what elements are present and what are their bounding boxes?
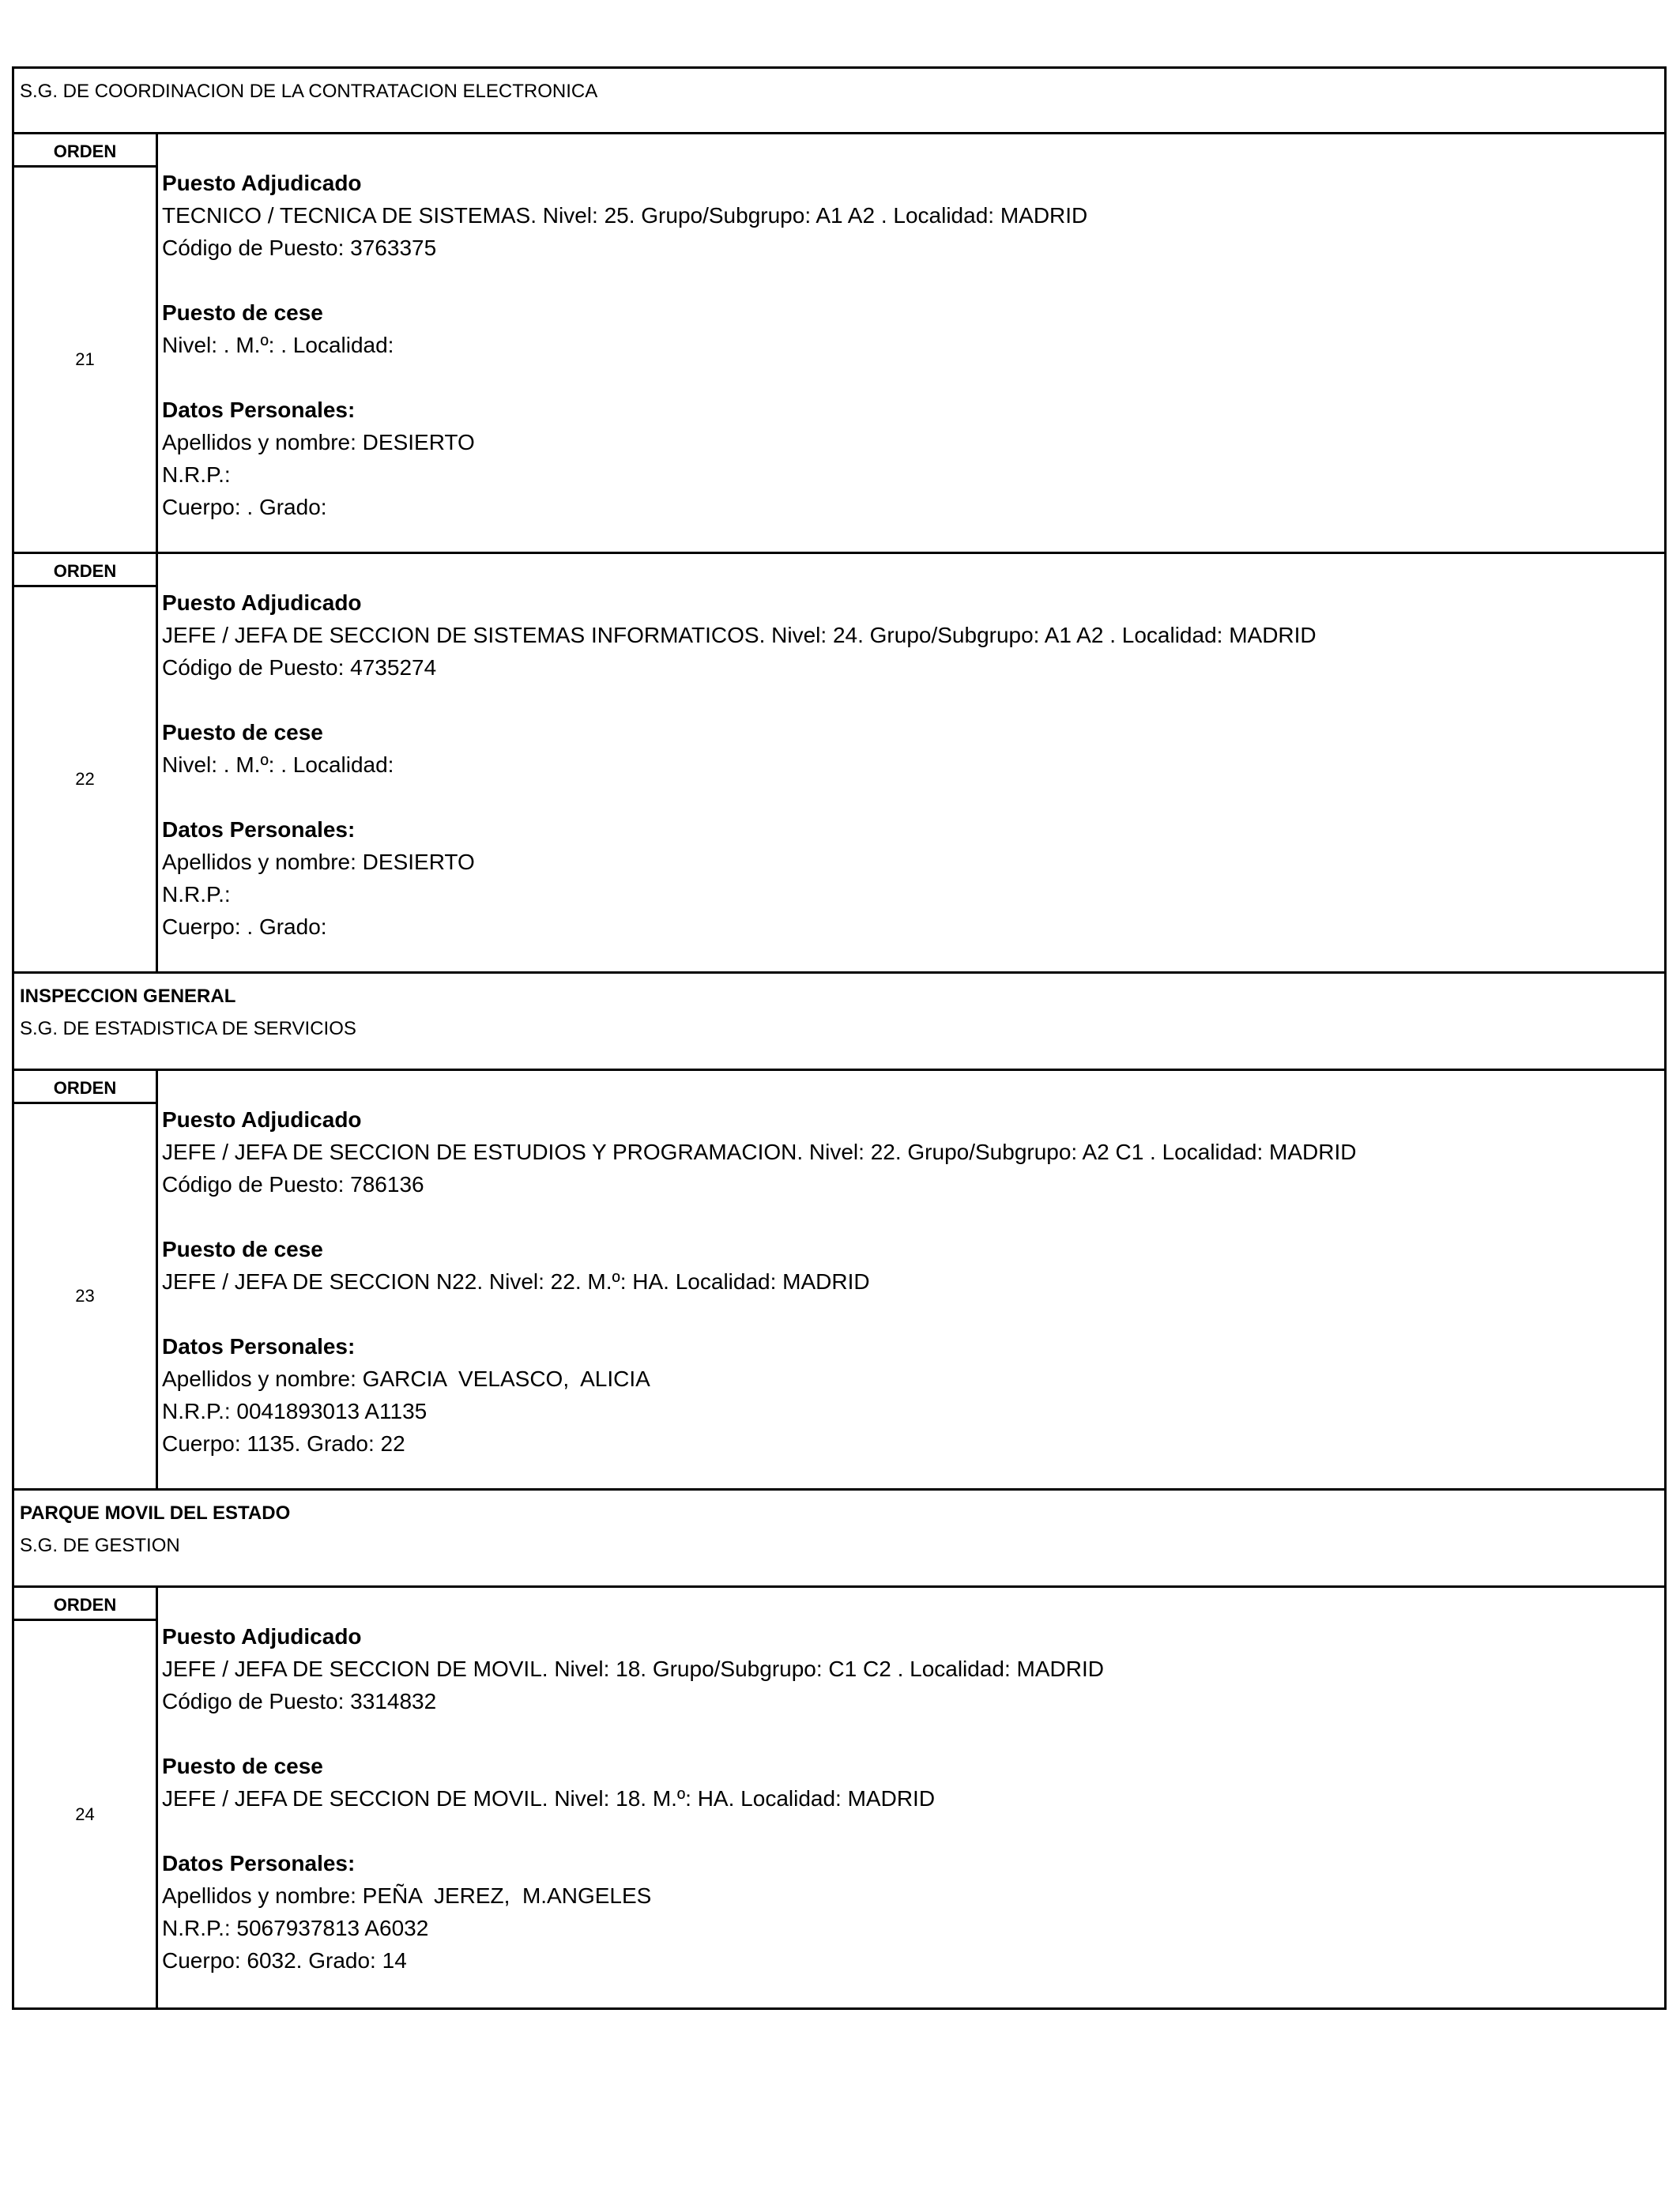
- puesto-adjudicado-text: JEFE / JEFA DE SECCION DE SISTEMAS INFORMATICOS. Nivel: 24. Grupo/Subgrupo: A1 A2 . Localidad: MADRID: [162, 623, 1317, 647]
- datos-personales-heading: Datos Personales:: [162, 817, 356, 842]
- nrp: N.R.P.: 0041893013 A1135: [162, 1399, 428, 1423]
- section-header: [14, 974, 1664, 1071]
- orden-label: ORDEN: [14, 554, 156, 587]
- codigo-puesto: Código de Puesto: 3314832: [162, 1689, 437, 1713]
- cuerpo-grado: Cuerpo: 6032. Grado: 14: [162, 1948, 407, 1973]
- puesto-cese-text: Nivel: . M.º: . Localidad:: [162, 752, 394, 777]
- orden-number: 22: [75, 769, 95, 789]
- section-header: [14, 69, 1664, 134]
- apellidos-nombre: Apellidos y nombre: DESIERTO: [162, 430, 475, 454]
- codigo-puesto: Código de Puesto: 3763375: [162, 236, 437, 260]
- datos-personales-heading: Datos Personales:: [162, 1334, 356, 1359]
- table-row: [14, 554, 1664, 974]
- puesto-adjudicado-heading: Puesto Adjudicado: [162, 590, 362, 615]
- apellidos-nombre: Apellidos y nombre: GARCIA VELASCO, ALICIA: [162, 1367, 650, 1391]
- puesto-cese-heading: Puesto de cese: [162, 1237, 323, 1261]
- cuerpo-grado: Cuerpo: . Grado:: [162, 495, 327, 519]
- entry-details: [158, 134, 1664, 552]
- orden-column: [14, 554, 158, 971]
- section-unit-title: S.G. DE ESTADISTICA DE SERVICIOS: [20, 1018, 356, 1039]
- codigo-puesto: Código de Puesto: 786136: [162, 1172, 424, 1197]
- table-row: [14, 1071, 1664, 1491]
- nrp: N.R.P.: 5067937813 A6032: [162, 1916, 429, 1940]
- section-org-title: INSPECCION GENERAL: [20, 986, 236, 1007]
- orden-label: ORDEN: [14, 1588, 156, 1621]
- apellidos-nombre: Apellidos y nombre: DESIERTO: [162, 850, 475, 874]
- orden-label: ORDEN: [14, 134, 156, 168]
- section-org-title: PARQUE MOVIL DEL ESTADO: [20, 1502, 291, 1524]
- puesto-adjudicado-text: JEFE / JEFA DE SECCION DE ESTUDIOS Y PROGRAMACION. Nivel: 22. Grupo/Subgrupo: A2 C1 . Localidad: MADRID: [162, 1140, 1357, 1164]
- orden-number: 24: [75, 1804, 95, 1824]
- section-unit-title: S.G. DE COORDINACION DE LA CONTRATACION ELECTRONICA: [20, 81, 598, 102]
- section-header: [14, 1491, 1664, 1588]
- assignment-table: [12, 66, 1667, 2010]
- orden-number: 23: [75, 1286, 95, 1306]
- codigo-puesto: Código de Puesto: 4735274: [162, 655, 437, 680]
- puesto-adjudicado-text: TECNICO / TECNICA DE SISTEMAS. Nivel: 25. Grupo/Subgrupo: A1 A2 . Localidad: MADRID: [162, 203, 1088, 228]
- puesto-adjudicado-heading: Puesto Adjudicado: [162, 1624, 362, 1649]
- datos-personales-heading: Datos Personales:: [162, 1851, 356, 1875]
- orden-column: [14, 1588, 158, 2007]
- orden-number: 21: [75, 349, 95, 369]
- entry-details: [158, 554, 1664, 971]
- puesto-cese-text: JEFE / JEFA DE SECCION N22. Nivel: 22. M.º: HA. Localidad: MADRID: [162, 1269, 870, 1294]
- nrp: N.R.P.:: [162, 882, 231, 907]
- orden-column: [14, 1071, 158, 1488]
- puesto-cese-heading: Puesto de cese: [162, 1754, 323, 1778]
- puesto-adjudicado-heading: Puesto Adjudicado: [162, 1107, 362, 1132]
- puesto-adjudicado-text: JEFE / JEFA DE SECCION DE MOVIL. Nivel: 18. Grupo/Subgrupo: C1 C2 . Localidad: MADRID: [162, 1657, 1104, 1681]
- puesto-adjudicado-heading: Puesto Adjudicado: [162, 171, 362, 195]
- puesto-cese-text: Nivel: . M.º: . Localidad:: [162, 333, 394, 357]
- entry-details: [158, 1588, 1664, 2007]
- nrp: N.R.P.:: [162, 462, 231, 487]
- puesto-cese-text: JEFE / JEFA DE SECCION DE MOVIL. Nivel: 18. M.º: HA. Localidad: MADRID: [162, 1786, 936, 1811]
- puesto-cese-heading: Puesto de cese: [162, 720, 323, 745]
- cuerpo-grado: Cuerpo: . Grado:: [162, 914, 327, 939]
- apellidos-nombre: Apellidos y nombre: PEÑA JEREZ, M.ANGELES: [162, 1883, 652, 1908]
- orden-column: [14, 134, 158, 552]
- datos-personales-heading: Datos Personales:: [162, 398, 356, 422]
- cuerpo-grado: Cuerpo: 1135. Grado: 22: [162, 1431, 405, 1456]
- entry-details: [158, 1071, 1664, 1488]
- table-row: [14, 1588, 1664, 2007]
- puesto-cese-heading: Puesto de cese: [162, 300, 323, 325]
- section-unit-title: S.G. DE GESTION: [20, 1535, 180, 1556]
- orden-label: ORDEN: [14, 1071, 156, 1104]
- table-row: [14, 134, 1664, 554]
